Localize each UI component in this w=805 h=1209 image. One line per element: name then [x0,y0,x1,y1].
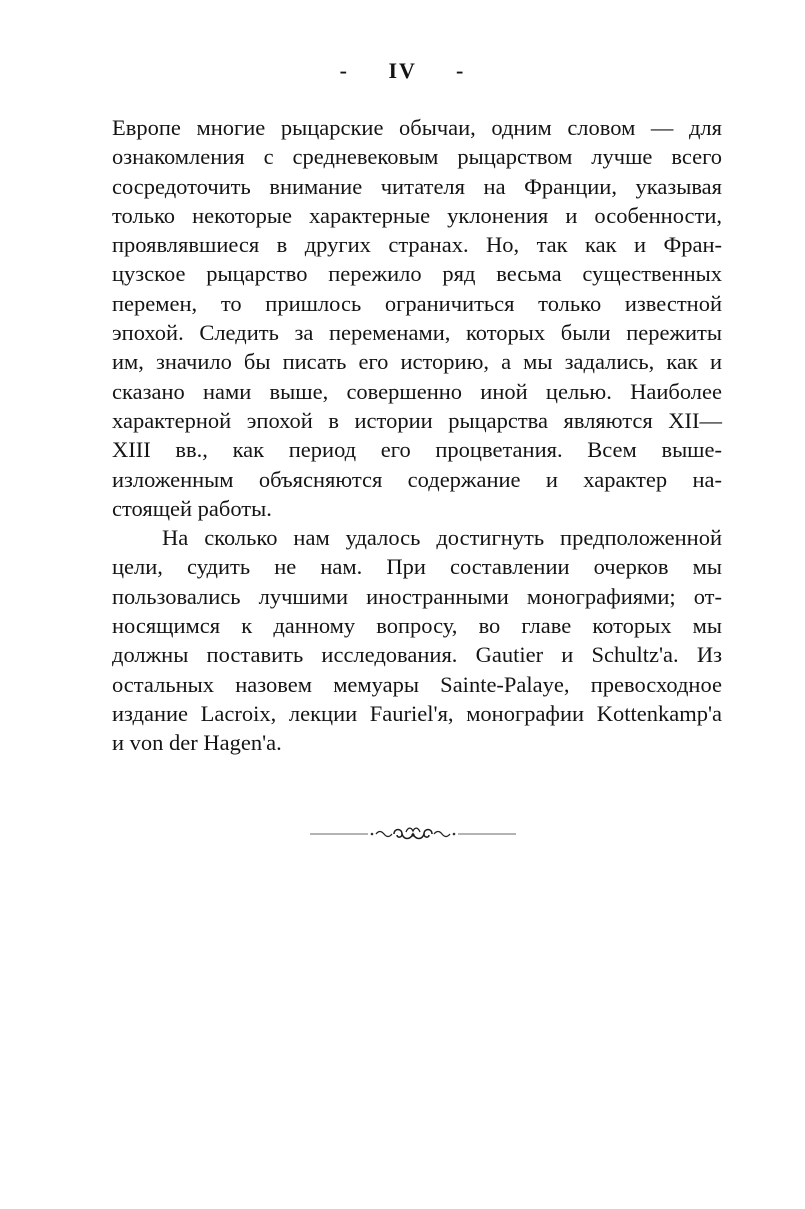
header-dash-right: - [456,58,466,83]
paragraph-2 [112,523,722,757]
text-line: стоящей работы. [112,495,272,521]
text-line: сказано нами выше, совершенно иной целью. Наиболее [112,378,722,404]
text-line: перемен, то пришлось ограничиться только известной [112,290,722,316]
text-line: цели, судить не нам. При составлении очерков мы [112,554,722,580]
text-line: пользовались лучшими иностранными монографиями; от- [112,583,722,609]
text-line: издание Lacroix, лекции Fauriel'я, монографии Kottenkamp'a [112,700,722,726]
text-line: сосредоточить внимание читателя на Франции, указывая [112,173,722,199]
page-number: IV [388,58,417,83]
page-header [0,58,805,84]
text-line: им, значило бы писать его историю, а мы задались, как и [112,349,722,375]
text-line: только некоторые характерные уклонения и особенности, [112,202,722,228]
text-line: и von der Hagen'a. [112,730,282,756]
text-line: проявлявшиеся в других странах. Но, так как и Фран- [112,232,722,258]
text-line: остальных назовем мемуары Sainte-Palaye, превосходное [112,671,722,697]
main-text [112,113,722,758]
text-line: На сколько нам удалось достигнуть предположенной [162,525,722,551]
text-line: цузское рыцарство пережило ряд весьма существенных [112,261,722,287]
text-line: ознакомления с средневековым рыцарством лучше всего [112,144,722,170]
text-line: XIII вв., как период его процветания. Всем выше- [112,437,722,463]
text-line: носящимся к данному вопросу, во главе которых мы [112,613,722,639]
paragraph-1 [112,113,722,523]
header-dash-left: - [339,58,349,83]
text-line: должны поставить исследования. Gautier и Schultz'a. Из [112,642,722,668]
text-line: изложенным объясняются содержание и характер на- [112,466,722,492]
decorative-scroll-ornament-icon [310,822,516,846]
text-line: Европе многие рыцарские обычаи, одним словом — для [112,115,722,140]
text-line: эпохой. Следить за переменами, которых были пережиты [112,320,722,346]
text-line: характерной эпохой в истории рыцарства являются XII— [112,407,722,433]
